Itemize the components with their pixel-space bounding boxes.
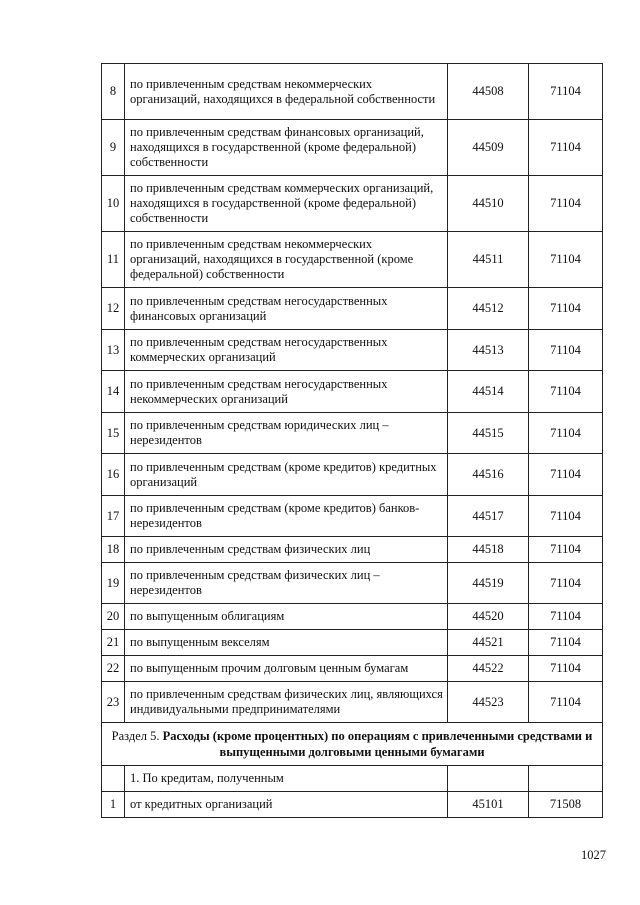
account-code: 44515 <box>448 413 529 454</box>
row-description: по привлеченным средствам некоммерческих организаций, находящихся в государственной (кроме федеральной) собственности <box>125 232 448 288</box>
row-number: 10 <box>102 176 125 232</box>
row-number: 20 <box>102 604 125 630</box>
table-row <box>102 496 603 537</box>
table-row <box>102 604 603 630</box>
row-description: по привлеченным средствам негосударственных некоммерческих организаций <box>125 371 448 413</box>
row-number: 15 <box>102 413 125 454</box>
row-number: 16 <box>102 454 125 496</box>
table-row <box>102 537 603 563</box>
symbol-code: 71104 <box>529 630 603 656</box>
table-row <box>102 656 603 682</box>
account-code: 44509 <box>448 120 529 176</box>
account-code: 45101 <box>448 792 529 818</box>
symbol-code: 71104 <box>529 563 603 604</box>
account-code: 44521 <box>448 630 529 656</box>
symbol-code: 71104 <box>529 413 603 454</box>
account-code: 44519 <box>448 563 529 604</box>
symbol-code: 71104 <box>529 454 603 496</box>
row-description: от кредитных организаций <box>125 792 448 818</box>
section-heading <box>102 723 603 766</box>
account-code: 44522 <box>448 656 529 682</box>
row-number: 21 <box>102 630 125 656</box>
row-description: по привлеченным средствам физических лиц – нерезидентов <box>125 563 448 604</box>
row-number: 9 <box>102 120 125 176</box>
symbol-code: 71104 <box>529 371 603 413</box>
section-prefix: Раздел 5. <box>111 729 160 743</box>
symbol-code: 71104 <box>529 656 603 682</box>
table-row <box>102 176 603 232</box>
row-number: 22 <box>102 656 125 682</box>
row-number: 14 <box>102 371 125 413</box>
row-description: по привлеченным средствам коммерческих организаций, находящихся в государственной (кроме федеральной) собственности <box>125 176 448 232</box>
symbol-code: 71104 <box>529 288 603 330</box>
row-description: по привлеченным средствам физических лиц <box>125 537 448 563</box>
account-code: 44517 <box>448 496 529 537</box>
row-number: 11 <box>102 232 125 288</box>
row-description: по привлеченным средствам негосударственных коммерческих организаций <box>125 330 448 371</box>
row-number: 1 <box>102 792 125 818</box>
account-code: 44510 <box>448 176 529 232</box>
symbol-code: 71104 <box>529 330 603 371</box>
account-code: 44508 <box>448 64 529 120</box>
row-number: 8 <box>102 64 125 120</box>
subheading-row <box>102 766 603 792</box>
account-code: 44512 <box>448 288 529 330</box>
row-number: 18 <box>102 537 125 563</box>
table-row <box>102 630 603 656</box>
row-description: по выпущенным прочим долговым ценным бумагам <box>125 656 448 682</box>
account-code: 44514 <box>448 371 529 413</box>
row-description: по привлеченным средствам негосударственных финансовых организаций <box>125 288 448 330</box>
accounts-table <box>101 63 603 818</box>
account-code: 44520 <box>448 604 529 630</box>
section-title: Расходы (кроме процентных) по операциям с привлеченными средствами и выпущенными долговыми ценными бумагами <box>162 729 593 759</box>
subheading: 1. По кредитам, полученным <box>125 766 448 792</box>
row-description: по привлеченным средствам (кроме кредитов) банков-нерезидентов <box>125 496 448 537</box>
table-row <box>102 792 603 818</box>
table-row <box>102 288 603 330</box>
symbol-code: 71104 <box>529 496 603 537</box>
row-number: 19 <box>102 563 125 604</box>
account-code: 44511 <box>448 232 529 288</box>
symbol-code: 71104 <box>529 604 603 630</box>
row-number: 12 <box>102 288 125 330</box>
section-heading-row <box>102 723 603 766</box>
page-number: 1027 <box>581 848 606 862</box>
table-row <box>102 64 603 120</box>
symbol-code: 71104 <box>529 64 603 120</box>
row-number: 23 <box>102 682 125 723</box>
table-row <box>102 454 603 496</box>
symbol-code: 71104 <box>529 232 603 288</box>
row-description: по привлеченным средствам физических лиц, являющихся индивидуальными предпринимателями <box>125 682 448 723</box>
symbol-code: 71104 <box>529 120 603 176</box>
table-row <box>102 682 603 723</box>
account-code: 44523 <box>448 682 529 723</box>
row-description: по выпущенным облигациям <box>125 604 448 630</box>
table-row <box>102 330 603 371</box>
table-row <box>102 232 603 288</box>
table-row <box>102 120 603 176</box>
account-code: 44518 <box>448 537 529 563</box>
row-number: 17 <box>102 496 125 537</box>
symbol-code: 71104 <box>529 537 603 563</box>
row-description: по привлеченным средствам некоммерческих организаций, находящихся в федеральной собственности <box>125 64 448 120</box>
account-code: 44516 <box>448 454 529 496</box>
symbol-code: 71104 <box>529 682 603 723</box>
table-row <box>102 413 603 454</box>
row-description: по выпущенным векселям <box>125 630 448 656</box>
table-row <box>102 371 603 413</box>
document-page <box>101 63 603 818</box>
row-number: 13 <box>102 330 125 371</box>
row-description: по привлеченным средствам юридических лиц – нерезидентов <box>125 413 448 454</box>
row-description: по привлеченным средствам (кроме кредитов) кредитных организаций <box>125 454 448 496</box>
symbol-code: 71508 <box>529 792 603 818</box>
symbol-code: 71104 <box>529 176 603 232</box>
row-description: по привлеченным средствам финансовых организаций, находящихся в государственной (кроме федеральной) собственности <box>125 120 448 176</box>
table-row <box>102 563 603 604</box>
account-code: 44513 <box>448 330 529 371</box>
